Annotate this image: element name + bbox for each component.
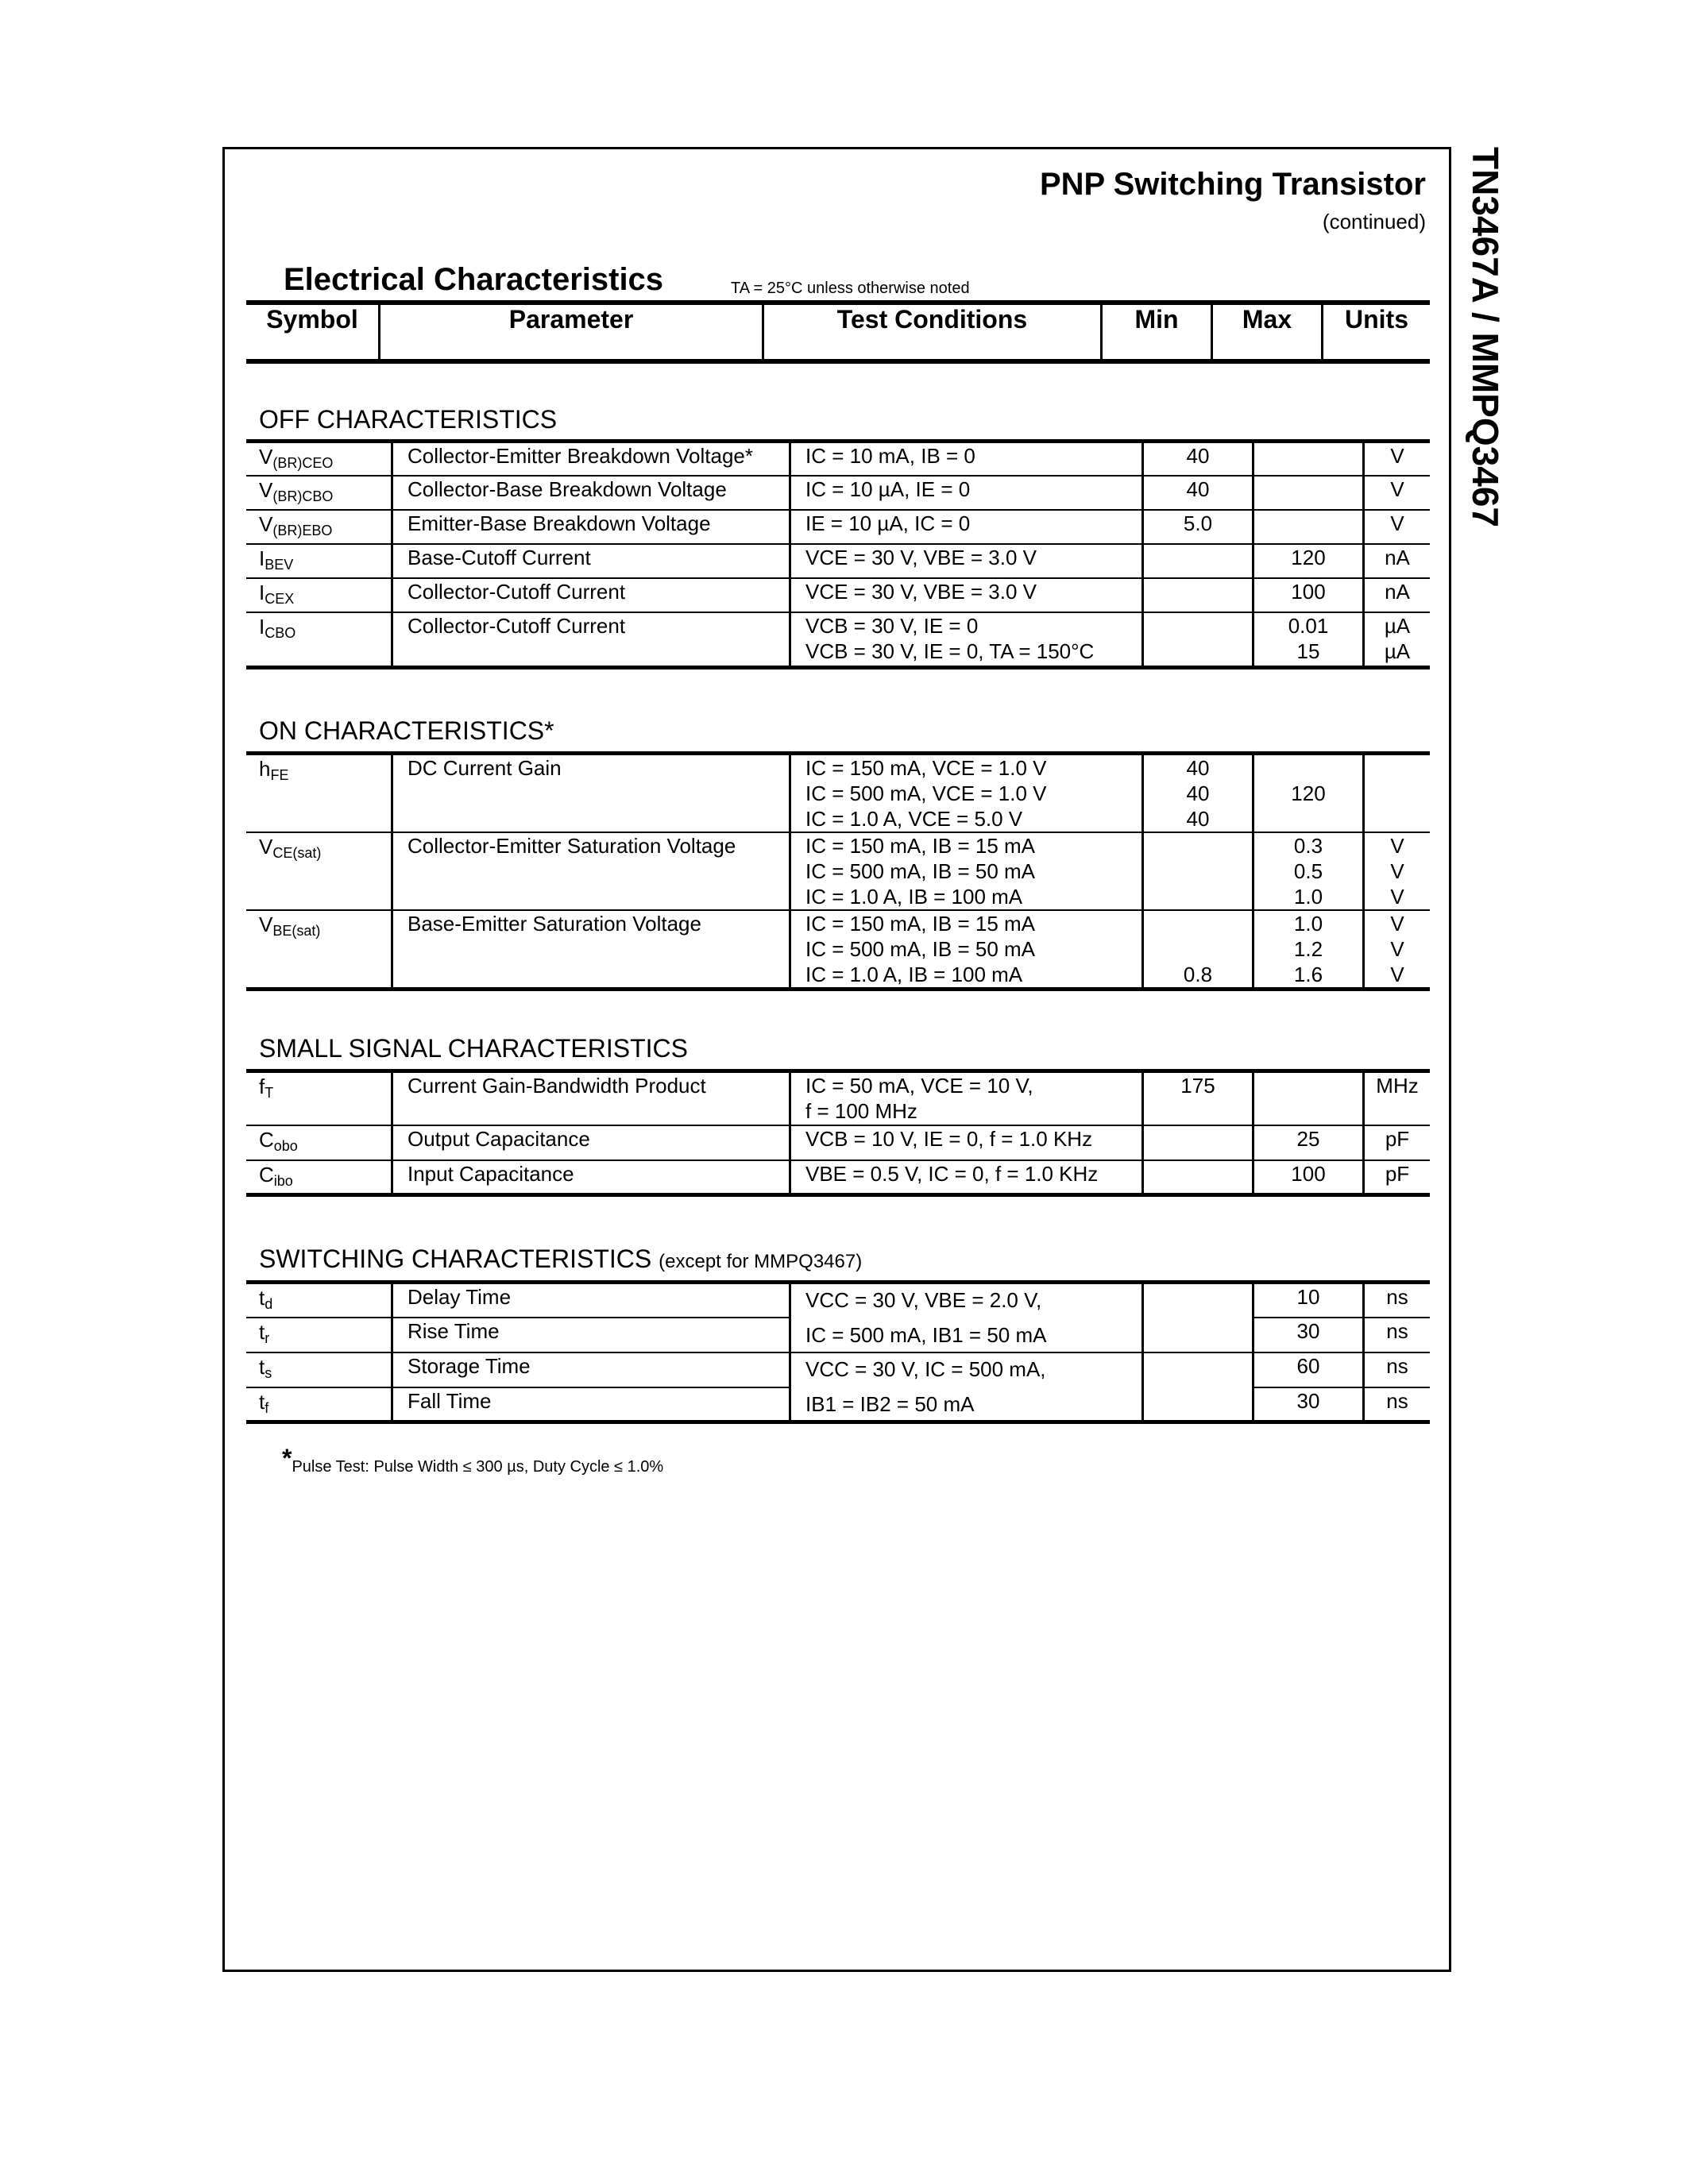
condition-cell-line: IE = 10 µA, IC = 0 — [805, 511, 971, 535]
table-row — [246, 612, 1430, 668]
units-cell-line: V — [1390, 885, 1404, 909]
min-cell-line: 40 — [1186, 756, 1210, 780]
max-cell-line: 15 — [1296, 639, 1320, 663]
min-cell — [1143, 1283, 1253, 1352]
table-row — [246, 910, 1430, 990]
condition-cell-line: f = 100 MHz — [805, 1099, 917, 1123]
parameter-cell — [392, 544, 790, 578]
condition-line: IB1 = IB2 = 50 mA — [805, 1391, 975, 1416]
max-cell — [1253, 754, 1364, 833]
min-cell — [1143, 1125, 1253, 1160]
max-cell-line — [1254, 1073, 1362, 1098]
symbol-text: t — [259, 1354, 265, 1379]
units-cell — [1364, 1352, 1431, 1387]
max-cell — [1253, 1071, 1364, 1125]
parameter-cell-line: Base-Emitter Saturation Voltage — [408, 912, 701, 936]
switching-label-text: SWITCHING CHARACTERISTICS — [259, 1244, 652, 1273]
min-cell-line — [1144, 884, 1252, 909]
condition-cell — [790, 754, 1143, 833]
units-cell — [1364, 544, 1431, 578]
switching-label-note: (except for MMPQ3467) — [659, 1251, 863, 1272]
units-cell — [1364, 1387, 1431, 1422]
max-cell-line — [1254, 755, 1362, 781]
on-characteristics-table — [246, 751, 1430, 991]
min-cell — [1143, 510, 1253, 544]
symbol-subscript: obo — [273, 1137, 298, 1154]
parameter-cell-line: Collector-Emitter Breakdown Voltage* — [408, 444, 753, 468]
units-cell-line: µA — [1384, 639, 1411, 663]
units-cell-line: V — [1390, 859, 1404, 883]
symbol-subscript: BEV — [265, 556, 294, 573]
parameter-cell-line: Base-Cutoff Current — [408, 545, 591, 569]
max-cell-line: 120 — [1291, 545, 1326, 569]
condition-cell — [790, 510, 1143, 544]
min-cell — [1143, 442, 1253, 476]
units-cell — [1364, 1318, 1431, 1352]
max-cell — [1253, 1318, 1364, 1352]
min-cell-line — [1144, 936, 1252, 962]
table-row — [246, 442, 1430, 476]
parameter-cell-line: Collector-Cutoff Current — [408, 613, 626, 638]
parameter-cell — [392, 832, 790, 910]
condition-cell-line: IC = 150 mA, IB = 15 mA — [805, 834, 1036, 858]
symbol-subscript: f — [265, 1399, 269, 1416]
small-signal-label: SMALL SIGNAL CHARACTERISTICS — [259, 1034, 688, 1063]
condition-cell-line: IC = 1.0 A, IB = 100 mA — [805, 885, 1023, 909]
symbol-cell — [246, 754, 392, 833]
condition-line: VCC = 30 V, VBE = 2.0 V, — [805, 1288, 1042, 1313]
symbol-subscript: ibo — [273, 1172, 293, 1189]
max-cell-line — [1254, 806, 1362, 832]
parameter-cell-line: Collector-Cutoff Current — [408, 579, 626, 604]
condition-cell — [790, 1125, 1143, 1160]
condition-cell — [790, 1071, 1143, 1125]
table-row — [246, 1283, 1430, 1318]
max-cell — [1253, 1352, 1364, 1387]
units-cell-line — [1365, 755, 1430, 781]
symbol-text: t — [259, 1286, 265, 1310]
max-cell-line: 100 — [1291, 579, 1326, 604]
condition-cell-line: IC = 150 mA, IB = 15 mA — [805, 912, 1036, 936]
units-cell-line: ns — [1386, 1353, 1408, 1378]
parameter-cell-line: Storage Time — [408, 1353, 531, 1378]
units-cell — [1364, 754, 1431, 833]
max-cell — [1253, 832, 1364, 910]
units-cell-line: ns — [1386, 1318, 1408, 1343]
parameter-cell — [392, 476, 790, 510]
parameter-cell-line: Collector-Base Breakdown Voltage — [408, 477, 727, 501]
min-cell-line — [1144, 579, 1252, 604]
switching-label — [259, 1244, 862, 1274]
header-symbol: Symbol — [266, 305, 358, 334]
condition-cell-line: IC = 50 mA, VCE = 10 V, — [805, 1074, 1033, 1098]
units-cell-line — [1365, 806, 1430, 832]
min-cell-line — [1144, 1161, 1252, 1187]
symbol-text: V — [259, 913, 273, 936]
min-cell-line: 0.8 — [1183, 963, 1213, 986]
table-row — [246, 510, 1430, 544]
units-cell — [1364, 510, 1431, 544]
parameter-cell — [392, 1283, 790, 1318]
symbol-text: I — [259, 546, 265, 570]
condition-line: VCC = 30 V, IC = 500 mA, — [805, 1356, 1046, 1381]
condition-cell-line: VBE = 0.5 V, IC = 0, f = 1.0 KHz — [805, 1161, 1099, 1186]
table-row — [246, 1071, 1430, 1125]
units-cell-line: V — [1390, 912, 1404, 936]
parameter-cell — [392, 510, 790, 544]
symbol-text: V — [259, 835, 273, 859]
symbol-subscript: d — [265, 1296, 273, 1312]
condition-cell-line: IC = 150 mA, VCE = 1.0 V — [805, 756, 1047, 780]
symbol-cell — [246, 1125, 392, 1160]
section-title: Electrical Characteristics — [284, 262, 664, 297]
max-cell-line: 0.3 — [1293, 834, 1323, 858]
max-cell — [1253, 1125, 1364, 1160]
condition-gap — [805, 1382, 1141, 1391]
symbol-text: f — [259, 1075, 265, 1098]
units-cell-line: nA — [1385, 579, 1410, 604]
max-cell-line — [1254, 511, 1362, 536]
condition-cell — [790, 1283, 1143, 1352]
symbol-cell — [246, 1283, 392, 1318]
max-cell-line: 1.0 — [1293, 885, 1323, 909]
condition-cell-line: VCE = 30 V, VBE = 3.0 V — [805, 545, 1037, 569]
min-cell-line: 40 — [1186, 807, 1210, 831]
small-signal-table — [246, 1069, 1430, 1197]
parameter-cell — [392, 442, 790, 476]
units-cell — [1364, 578, 1431, 612]
max-cell-line: 30 — [1296, 1388, 1320, 1413]
min-cell — [1143, 910, 1253, 990]
condition-cell-line: VCB = 30 V, IE = 0, TA = 150°C — [805, 639, 1095, 663]
condition-cell — [790, 1160, 1143, 1195]
symbol-cell — [246, 910, 392, 990]
symbol-cell — [246, 1387, 392, 1422]
condition-note: TA = 25°C unless otherwise noted — [731, 280, 970, 297]
units-cell-line: pF — [1385, 1126, 1410, 1151]
min-cell-line: 40 — [1186, 444, 1210, 468]
condition-cell-line: IC = 1.0 A, VCE = 5.0 V — [805, 807, 1023, 831]
symbol-subscript: s — [265, 1364, 272, 1381]
max-cell — [1253, 578, 1364, 612]
table-row — [246, 1160, 1430, 1195]
units-cell-line: V — [1390, 963, 1404, 986]
units-cell — [1364, 1125, 1431, 1160]
parameter-cell-line: Delay Time — [408, 1285, 512, 1309]
min-cell — [1143, 1352, 1253, 1422]
min-cell — [1143, 612, 1253, 668]
min-cell-line — [1144, 859, 1252, 884]
min-cell-line: 40 — [1186, 781, 1210, 805]
min-cell-line — [1144, 545, 1252, 570]
units-cell — [1364, 476, 1431, 510]
max-cell — [1253, 442, 1364, 476]
units-cell — [1364, 832, 1431, 910]
header-conditions: Test Conditions — [763, 303, 1102, 361]
condition-cell-line: VCB = 30 V, IE = 0 — [805, 613, 979, 638]
min-cell — [1143, 832, 1253, 910]
max-cell — [1253, 510, 1364, 544]
parameter-cell-line: DC Current Gain — [408, 756, 562, 780]
units-cell-line: V — [1390, 444, 1404, 468]
symbol-cell — [246, 1318, 392, 1352]
symbol-cell — [246, 1071, 392, 1125]
symbol-cell — [246, 1160, 392, 1195]
symbol-text: V — [259, 445, 273, 469]
min-cell-line — [1144, 911, 1252, 936]
symbol-cell — [246, 612, 392, 668]
symbol-subscript: T — [265, 1085, 274, 1101]
min-cell — [1143, 1071, 1253, 1125]
table-row — [246, 578, 1430, 612]
max-cell — [1253, 1387, 1364, 1422]
parameter-cell — [392, 612, 790, 668]
max-cell-line: 60 — [1296, 1353, 1320, 1378]
parameter-cell-line: Emitter-Base Breakdown Voltage — [408, 511, 711, 535]
symbol-text: t — [259, 1389, 265, 1414]
condition-cell — [790, 1352, 1143, 1422]
off-characteristics-label: OFF CHARACTERISTICS — [259, 405, 558, 434]
max-cell — [1253, 544, 1364, 578]
symbol-subscript: CBO — [265, 624, 296, 641]
symbol-text: h — [259, 757, 271, 781]
max-cell — [1253, 910, 1364, 990]
units-cell-line — [1365, 781, 1430, 806]
symbol-text: I — [259, 614, 265, 639]
symbol-cell — [246, 578, 392, 612]
max-cell-line: 1.0 — [1293, 912, 1323, 936]
max-cell-line — [1254, 443, 1362, 469]
units-cell-line: ns — [1386, 1285, 1408, 1309]
min-cell — [1143, 476, 1253, 510]
page-subtitle: (continued) — [1322, 210, 1426, 233]
condition-cell-line: IC = 10 mA, IB = 0 — [805, 444, 975, 468]
symbol-cell — [246, 510, 392, 544]
condition-line: IC = 500 mA, IB1 = 50 mA — [805, 1323, 1047, 1348]
max-cell-line: 0.5 — [1293, 859, 1323, 883]
parameter-cell — [392, 1071, 790, 1125]
condition-cell-line: IC = 500 mA, VCE = 1.0 V — [805, 781, 1047, 805]
symbol-text: I — [259, 580, 265, 604]
units-cell-line: nA — [1385, 545, 1410, 569]
max-cell-line: 25 — [1296, 1126, 1320, 1151]
condition-cell-line: VCB = 10 V, IE = 0, f = 1.0 KHz — [805, 1126, 1093, 1151]
symbol-text: C — [259, 1127, 274, 1152]
header-parameter: Parameter — [380, 303, 763, 361]
min-cell-line — [1144, 833, 1252, 859]
condition-cell — [790, 910, 1143, 990]
parameter-cell-line: Fall Time — [408, 1388, 492, 1413]
max-cell-line: 30 — [1296, 1318, 1320, 1343]
footnote-text: Pulse Test: Pulse Width ≤ 300 µs, Duty Cycle ≤ 1.0% — [292, 1458, 664, 1476]
header-units: Units — [1323, 303, 1431, 361]
min-cell — [1143, 578, 1253, 612]
min-cell — [1143, 1160, 1253, 1195]
units-cell-line: V — [1390, 511, 1404, 535]
min-cell-line — [1144, 613, 1252, 639]
parameter-cell — [392, 578, 790, 612]
parameter-cell — [392, 910, 790, 990]
condition-cell-line: IC = 500 mA, IB = 50 mA — [805, 859, 1036, 883]
max-cell — [1253, 476, 1364, 510]
table-row — [246, 544, 1430, 578]
table-row — [246, 476, 1430, 510]
symbol-subscript: r — [265, 1329, 270, 1346]
condition-cell-line: IC = 1.0 A, IB = 100 mA — [805, 963, 1023, 986]
condition-gap — [805, 1313, 1141, 1322]
footnote: *Pulse Test: Pulse Width ≤ 300 µs, Duty Cycle ≤ 1.0% — [282, 1444, 664, 1476]
condition-cell-line: IC = 500 mA, IB = 50 mA — [805, 937, 1036, 961]
table-row — [246, 1352, 1430, 1387]
off-characteristics-table — [246, 439, 1430, 669]
parameter-cell — [392, 1352, 790, 1387]
parameter-cell — [392, 1318, 790, 1352]
units-cell — [1364, 910, 1431, 990]
max-cell-line: 1.2 — [1293, 937, 1323, 961]
units-cell-line: MHz — [1376, 1074, 1419, 1098]
min-cell-line — [1144, 1126, 1252, 1152]
min-cell-line: 5.0 — [1183, 511, 1213, 535]
max-cell-line: 120 — [1291, 781, 1326, 805]
min-cell — [1143, 754, 1253, 833]
units-cell-line: V — [1390, 834, 1404, 858]
symbol-subscript: CE(sat) — [272, 845, 322, 861]
condition-cell — [790, 476, 1143, 510]
header-max: Max — [1212, 303, 1323, 361]
symbol-cell — [246, 442, 392, 476]
table-row — [246, 1125, 1430, 1160]
min-cell-line: 175 — [1180, 1074, 1215, 1098]
symbol-cell — [246, 544, 392, 578]
symbol-cell — [246, 476, 392, 510]
parameter-cell — [392, 1387, 790, 1422]
side-title: TN3467A / MMPQ3467 — [1465, 147, 1506, 527]
max-cell — [1253, 612, 1364, 668]
condition-cell — [790, 578, 1143, 612]
max-cell-line: 10 — [1296, 1285, 1320, 1309]
parameter-cell — [392, 1125, 790, 1160]
table-row — [246, 832, 1430, 910]
parameter-cell-line: Rise Time — [408, 1318, 500, 1343]
symbol-subscript: (BR)EBO — [272, 522, 333, 538]
max-cell — [1253, 1160, 1364, 1195]
parameter-cell-line: Input Capacitance — [408, 1161, 574, 1186]
header-min: Min — [1102, 303, 1212, 361]
on-characteristics-label: ON CHARACTERISTICS* — [259, 716, 554, 745]
units-cell — [1364, 1283, 1431, 1318]
max-cell-line: 100 — [1291, 1161, 1326, 1186]
units-cell — [1364, 1160, 1431, 1195]
units-cell — [1364, 1071, 1431, 1125]
symbol-subscript: BE(sat) — [272, 923, 321, 939]
units-cell-line: V — [1390, 477, 1404, 501]
parameter-cell-line: Collector-Emitter Saturation Voltage — [408, 834, 736, 858]
parameter-cell — [392, 1160, 790, 1195]
condition-cell — [790, 612, 1143, 668]
symbol-subscript: (BR)CBO — [272, 488, 334, 504]
symbol-cell — [246, 1352, 392, 1387]
max-cell-line: 1.6 — [1293, 963, 1323, 986]
min-cell — [1143, 544, 1253, 578]
units-cell-line: µA — [1384, 613, 1411, 638]
condition-cell — [790, 442, 1143, 476]
units-cell-line: ns — [1386, 1388, 1408, 1413]
symbol-subscript: (BR)CEO — [272, 455, 334, 471]
condition-cell-line: VCE = 30 V, VBE = 3.0 V — [805, 579, 1037, 604]
condition-cell-line: IC = 10 µA, IE = 0 — [805, 477, 971, 501]
page-title: PNP Switching Transistor — [1039, 167, 1426, 202]
max-cell — [1253, 1283, 1364, 1318]
condition-cell — [790, 832, 1143, 910]
symbol-text: V — [259, 511, 273, 536]
max-cell-line: 0.01 — [1288, 613, 1329, 638]
units-cell-line: V — [1390, 937, 1404, 961]
min-cell-line: 40 — [1186, 477, 1210, 501]
symbol-text: C — [259, 1162, 274, 1187]
symbol-text: t — [259, 1319, 265, 1344]
symbol-subscript: CEX — [265, 590, 295, 607]
condition-cell — [790, 544, 1143, 578]
symbol-cell — [246, 832, 392, 910]
parameter-cell-line: Current Gain-Bandwidth Product — [408, 1074, 706, 1098]
parameter-cell-line: Output Capacitance — [408, 1126, 590, 1151]
switching-table — [246, 1280, 1430, 1424]
table-header — [246, 300, 1430, 364]
units-cell-line: pF — [1385, 1161, 1410, 1186]
max-cell-line — [1254, 477, 1362, 502]
units-cell — [1364, 442, 1431, 476]
parameter-cell — [392, 754, 790, 833]
symbol-text: V — [259, 477, 273, 502]
symbol-subscript: FE — [270, 767, 289, 783]
table-row — [246, 754, 1430, 833]
units-cell — [1364, 612, 1431, 668]
